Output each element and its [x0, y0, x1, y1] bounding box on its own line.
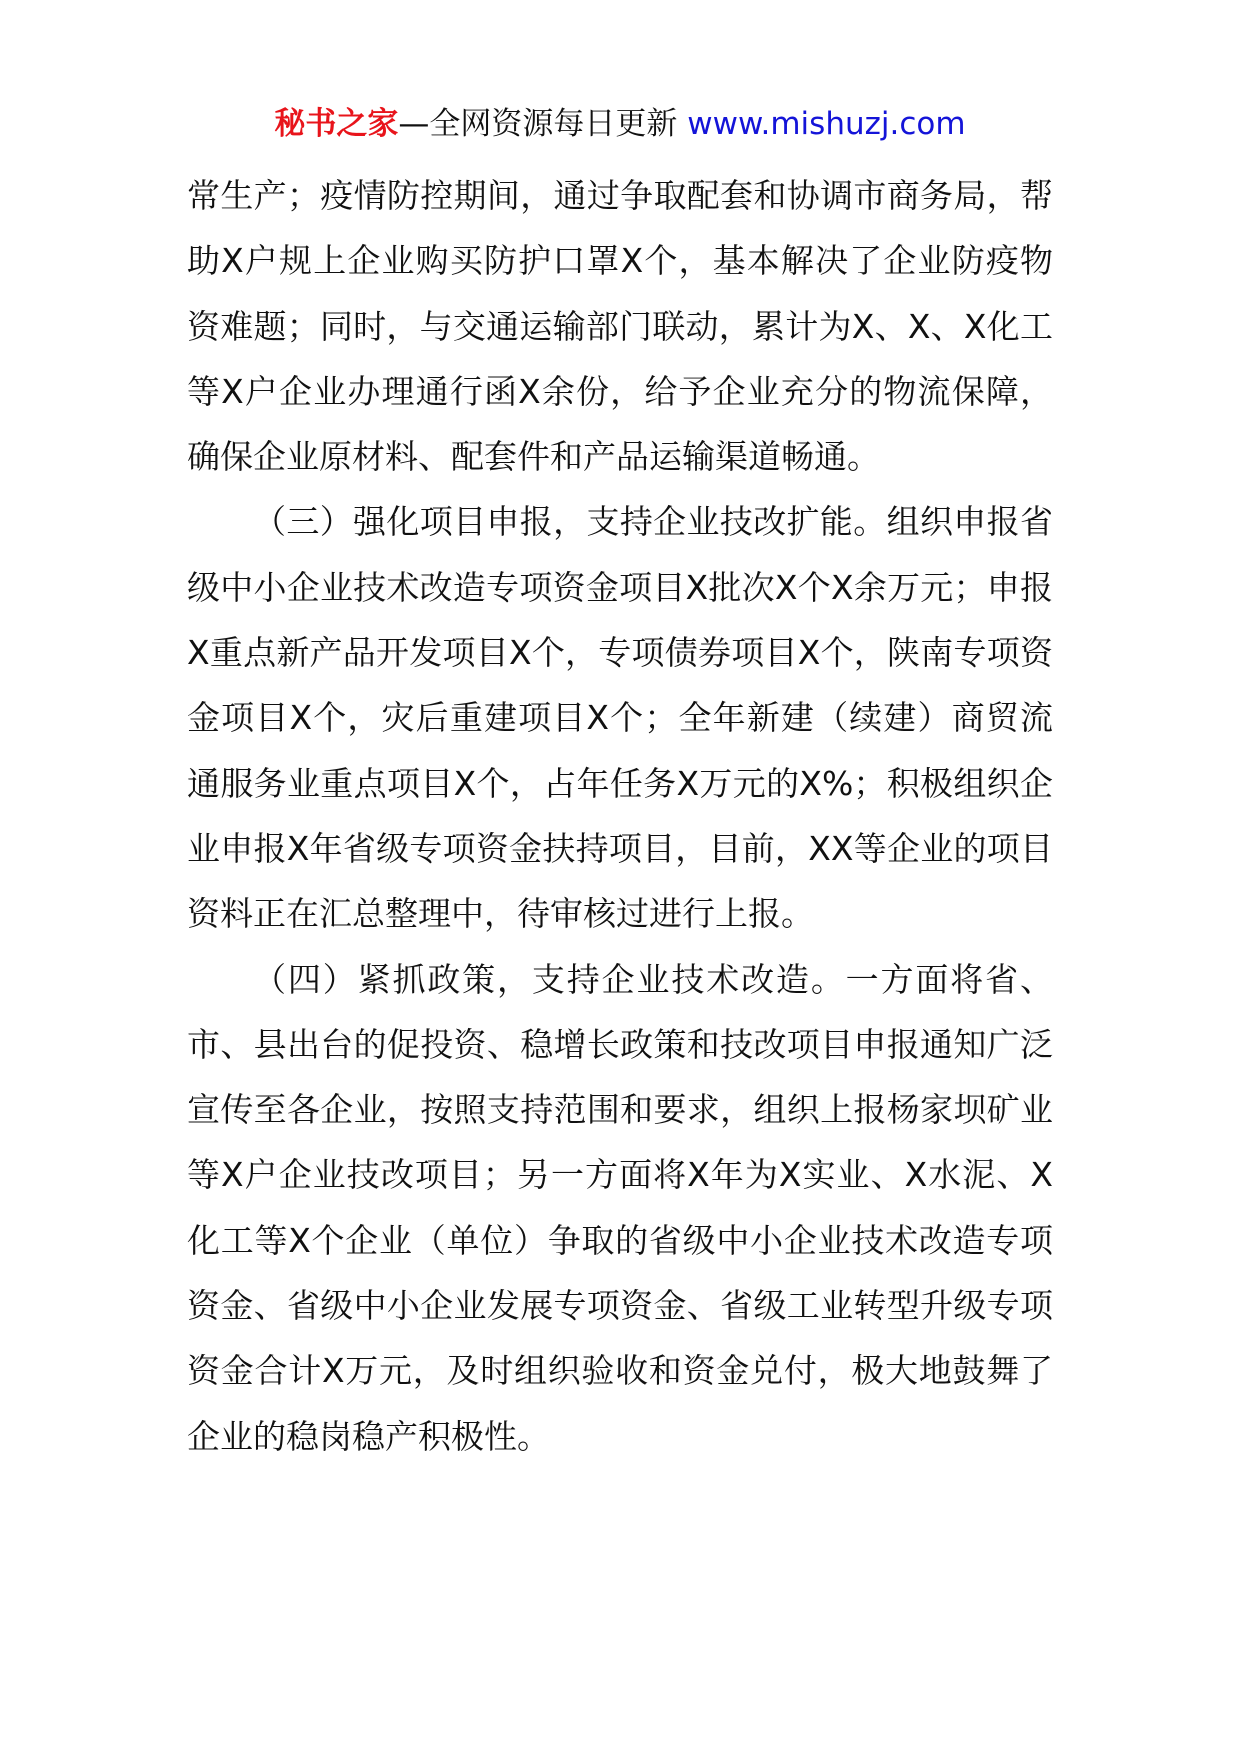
document-body [187, 163, 1053, 1469]
paragraph-section-3: （三）强化项目申报，支持企业技改扩能。组织申报省级中小企业技术改造专项资金项目X批次X个X余万元；申报X重点新产品开发项目X个，专项债券项目X个，陕南专项资金项目X个，灾后重建项目X个；全年新建（续建）商贸流通服务业重点项目X个，占年任务X万元的X%；积极组织企业申报X年省级专项资金扶持项目，目前，XX等企业的项目资料正在汇总整理中，待审核过进行上报。 [187, 502, 1053, 934]
page-header [0, 100, 1240, 148]
website-link[interactable]: www.mishuzj.com [687, 106, 966, 142]
paragraph-continued: 常生产；疫情防控期间，通过争取配套和协调市商务局，帮助X户规上企业购买防护口罩X个，基本解决了企业防疫物资难题；同时，与交通运输部门联动，累计为X、X、X化工等X户企业办理通行函X余份，给予企业充分的物流保障，确保企业原材料、配套件和产品运输渠道畅通。 [187, 176, 1053, 477]
paragraph-section-4: （四）紧抓政策，支持企业技术改造。一方面将省、市、县出台的促投资、稳增长政策和技改项目申报通知广泛宣传至各企业，按照支持范围和要求，组织上报杨家坝矿业等X户企业技改项目；另一方面将X年为X实业、X水泥、X化工等X个企业（单位）争取的省级中小企业技术改造专项资金、省级中小企业发展专项资金、省级工业转型升级专项资金合计X万元，及时组织验收和资金兑付，极大地鼓舞了企业的稳岗稳产积极性。 [187, 959, 1053, 1456]
header-tagline: —全网资源每日更新 [398, 106, 678, 142]
brand-name: 秘书之家 [274, 106, 399, 142]
